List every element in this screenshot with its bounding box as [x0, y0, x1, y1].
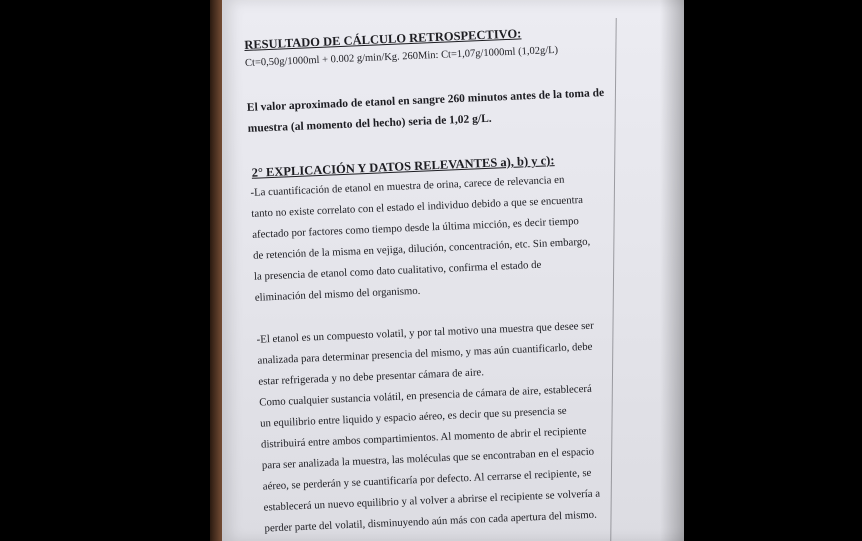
p2-line-5: un equilibrio entre liquido y espacio aéreo, es decir que su presencia se [259, 404, 567, 430]
p1-line-4: de retención de la misma en vejiga, dilución, concentración, etc. Sin embargo, [252, 235, 591, 262]
p2-line-8: aéreo, se perderán y se cuantificaría por defecto. Al cerrarse el recipiente, se [262, 466, 592, 493]
p2-line-6: distribuirá entre ambos compartimientos. Al momento de abrir el recipiente [260, 425, 587, 451]
p2-line-9: establecerá un nuevo equilibrio y al volver a abrirse el recipiente se volvería a [263, 487, 601, 514]
section2-heading: 2° EXPLICACIÓN Y DATOS RELEVANTES a), b) y c): [251, 153, 555, 180]
p2-line-1: -El etanol es un compuesto volatil, y por tal motivo una muestra que desee ser [256, 319, 594, 346]
formula-line: Ct=0,50g/1000ml + 0.002 g/min/Kg. 260Min: Ct=1,07g/1000ml (1,02g/L) [244, 44, 559, 69]
p1-line-2: tanto no existe correlato con el estado el individuo debido a que se encuentra [251, 193, 584, 220]
p2-line-10: perder parte del volatil, disminuyendo aún más con cada apertura del mismo. [264, 508, 598, 535]
p1-line-6: eliminación del mismo del organismo. [254, 284, 421, 304]
p2-line-3: estar refrigerada y no debe presentar cámara de aire. [258, 366, 485, 388]
p1-line-5: la presencia de etanol como dato cualitativo, confirma el estado de [253, 258, 542, 283]
paper-edge-shadow [660, 0, 684, 541]
section1-heading: RESULTADO DE CÁLCULO RETROSPECTIVO: [244, 26, 522, 52]
conclusion-line-2: muestra (al momento del hecho) seria de 1,02 g/L. [247, 112, 492, 135]
p2-line-4: Como cualquier sustancia volátil, en presencia de cámara de aire, establecerá [259, 382, 592, 409]
p1-line-1: -La cuantificación de etanol en muestra de orina, carece de relevancia en [250, 173, 565, 199]
p1-line-3: afectado por factores como tiempo desde la última micción, es decir tiempo [251, 215, 580, 241]
conclusion-line-1: El valor aproximado de etanol en sangre 260 minutos antes de la toma de [246, 86, 605, 114]
p2-line-7: para ser analizada la muestra, las moléculas que se encontraban en el espacio [261, 445, 595, 472]
p2-line-2: analizada para determinar presencia del mismo, y mas aún cuantificarlo, debe [257, 340, 593, 367]
